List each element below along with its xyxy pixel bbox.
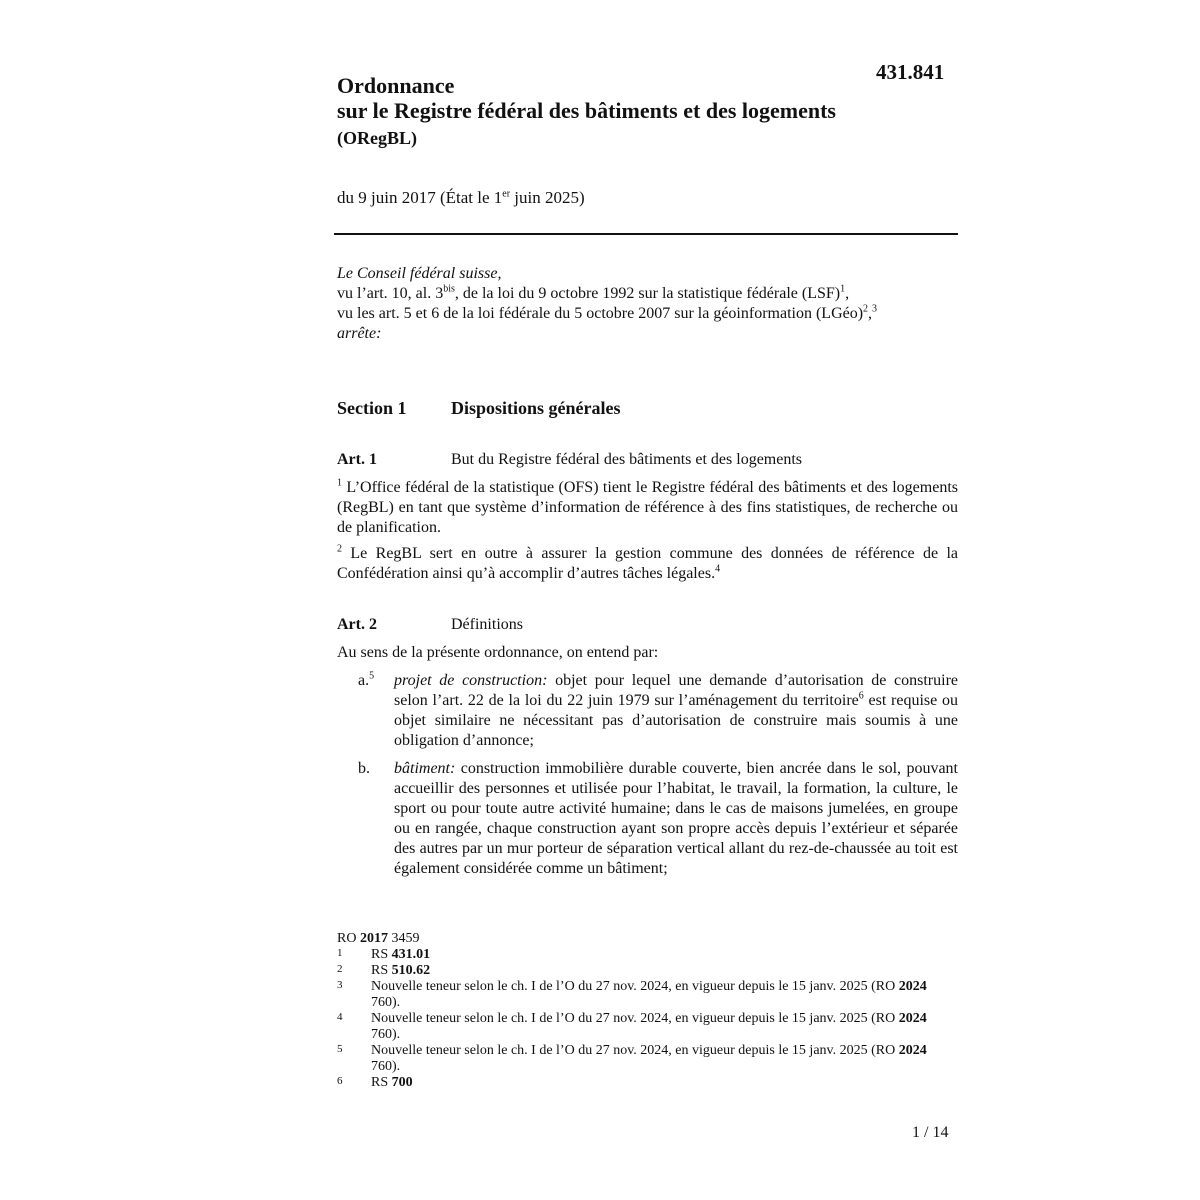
article-2 [337,615,958,879]
article-1 [337,450,958,584]
title-line-1: Ordonnance [337,73,455,98]
preamble-arrete: arrête: [337,325,382,342]
title-line-2: sur le Registre fédéral des bâtiments et des logements [337,98,836,123]
article-paragraph: $^1$ L’Office fédéral de la statistique (OFS) tient le Registre fédéral des bâtiments et des logements (RegBL) en tant que système d’information de référence à des fins statistiques, de recherche ou de planification. [337,477,958,536]
footnote-ref[interactable]: 6 [858,690,864,702]
article-label: Art. 2 [337,616,377,633]
definition-item: a.$^5$ projet de construction: objet pour lequel une demande d’autorisation de construire selon l’art. 22 de la loi du 22 juin 1979 sur l’aménagement du territoire$^6$ est requise ou objet similaire ne nécessitant pas d’autorisation de construire mais soumis à une obligation d’annonce; [358,670,959,749]
footnote-ref[interactable]: 2 [863,303,869,315]
definition-term: bâtiment: [394,760,456,777]
list-label: a.$^5$ [358,670,375,689]
document-header [337,60,958,209]
page-number: 1 / 14 [912,1124,949,1141]
article-label: Art. 1 [337,451,377,468]
footnote-item: 4 Nouvelle teneur selon le ch. I de l’O du 27 nov. 2024, en vigueur depuis le 15 janv. 2025 (RO 2024 760). [337,1011,927,1042]
date-line: du 9 juin 2017 (État le 1er juin 2025) [337,188,585,207]
article-paragraph: $^2$ Le RegBL sert en outre à assurer la gestion commune des données de référence de la Confédération ainsi qu’à accomplir d’autres tâches légales.$^4$ [337,543,958,582]
section-heading [337,398,621,419]
footnote-item: 2 RS 510.62 [337,963,431,978]
footnote-link[interactable]: 431.01 [391,947,431,962]
sr-number: 431.841 [876,60,945,84]
article-title: But du Registre fédéral des bâtiments et des logements [451,451,803,468]
footnote-ref[interactable]: 5 [369,670,375,682]
footnote-ref[interactable]: 4 [715,563,721,575]
footnote-item: 3 Nouvelle teneur selon le ch. I de l’O du 27 nov. 2024, en vigueur depuis le 15 janv. 2025 (RO 2024 760). [337,979,927,1010]
header-divider [334,233,958,235]
footnote-link[interactable]: 510.62 [391,963,431,978]
section-label: Section 1 [337,398,407,418]
preamble-council: Le Conseil fédéral suisse, [337,265,502,282]
ro-reference: RO 2017 3459 [337,931,420,946]
footnote-item: 6 RS 700 [337,1075,413,1090]
article-title: Définitions [451,616,523,633]
definition-term: projet de construction: [394,672,548,689]
preamble-vu-2: vu les art. 5 et 6 de la loi fédérale du 5 octobre 2007 sur la géoinformation (LGéo)$^2$,$^3$ [337,303,878,322]
footnote-ref[interactable]: 3 [872,303,878,315]
preamble-vu-1: vu l’art. 10, al. $3^{bis}$, de la loi du 9 octobre 1992 sur la statistique fédérale (LSF)$^1$, [337,283,850,302]
footnote-ref[interactable]: 1 [840,283,846,295]
definition-item: b. bâtiment: construction immobilière durable couverte, bien ancrée dans le sol, pouvant accueillir des personnes et utilisée pour l’habitat, le travail, la formation, la culture, le sport ou pour toute autre activité humaine; dans le cas de maisons jumelées, en groupe ou en rangée, chaque construction ayant son propre accès depuis l’extérieur et séparée des autres par un mur porteur de séparation vertical allant du rez-de-chaussée au toit est également considérée comme un bâtiment; [358,760,958,877]
footnote-item: 1 RS 431.01 [337,947,431,962]
footnote-item: 5 Nouvelle teneur selon le ch. I de l’O du 27 nov. 2024, en vigueur depuis le 15 janv. 2025 (RO 2024 760). [337,1043,927,1074]
footnote-link[interactable]: 700 [391,1075,413,1090]
section-title: Dispositions générales [451,398,621,418]
footnotes [337,931,958,1091]
title-abbreviation: (ORegBL) [337,128,417,148]
article-heading [337,615,958,637]
preamble [337,264,958,344]
article-intro: Au sens de la présente ordonnance, on entend par: [337,644,659,661]
list-label: b. [358,760,370,777]
article-heading [337,450,958,472]
